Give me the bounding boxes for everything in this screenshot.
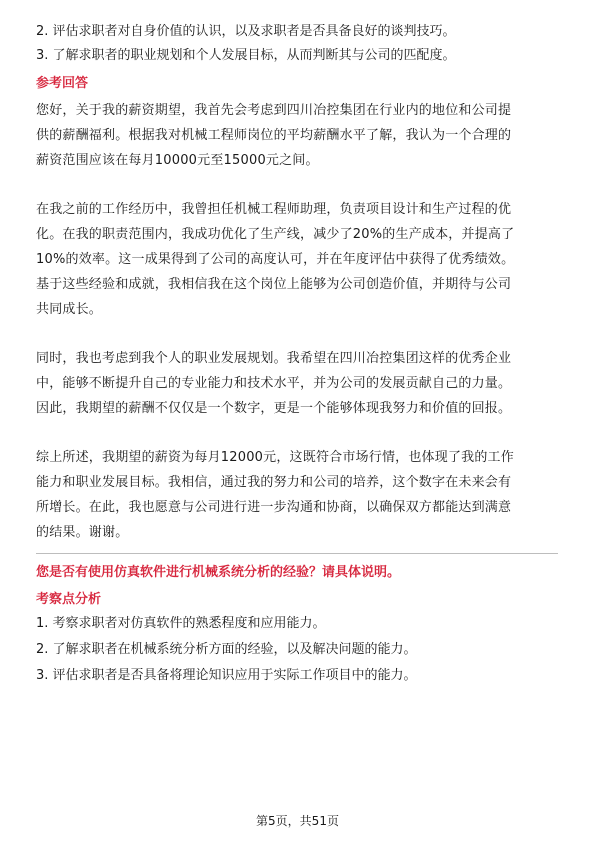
paragraph-line: 能力和职业发展目标。我相信，通过我的努力和公司的培养，这个数字在未来会有 (36, 475, 512, 490)
list-item: 3. 评估求职者是否具备将理论知识应用于实际工作项目中的能力。 (36, 668, 417, 683)
paragraph-line: 在我之前的工作经历中，我曾担任机械工程师助理，负责项目设计和生产过程的优 (36, 202, 512, 217)
paragraph-line: 同时，我也考虑到我个人的职业发展规划。我希望在四川冶控集团这样的优秀企业 (36, 351, 512, 366)
document-page (36, 22, 558, 692)
paragraph-line: 薪资范围应该在每月10000元至15000元之间。 (36, 153, 319, 168)
list-item: 3. 了解求职者的职业规划和个人发展目标，从而判断其与公司的匹配度。 (36, 48, 456, 63)
answer-paragraph-3 (36, 346, 558, 421)
paragraph-line: 10%的效率。这一成果得到了公司的高度认可，并在年度评估中获得了优秀绩效。 (36, 252, 515, 267)
page-number-footer: 第5页，共51页 (256, 814, 339, 828)
paragraph-line: 中，能够不断提升自己的专业能力和技术水平，并为公司的发展贡献自己的力量。 (36, 376, 512, 391)
paragraph-line: 所增长。在此，我也愿意与公司进行进一步沟通和协商，以确保双方都能达到满意 (36, 500, 512, 515)
paragraph-line: 综上所述，我期望的薪资为每月12000元，这既符合市场行情，也体现了我的工作 (36, 450, 514, 465)
paragraph-line: 共同成长。 (36, 302, 103, 317)
paragraph-line: 供的薪酬福利。根据我对机械工程师岗位的平均薪酬水平了解，我认为一个合理的 (36, 128, 512, 143)
list-item: 2. 了解求职者在机械系统分析方面的经验，以及解决问题的能力。 (36, 642, 417, 657)
paragraph-line: 化。在我的职责范围内，我成功优化了生产线，减少了20%的生产成本，并提高了 (36, 227, 515, 242)
list-item: 1. 考察求职者对仿真软件的熟悉程度和应用能力。 (36, 616, 326, 631)
answer-paragraph-2 (36, 197, 558, 322)
analysis-list (36, 614, 558, 686)
paragraph-line: 您好，关于我的薪资期望，我首先会考虑到四川冶控集团在行业内的地位和公司提 (36, 103, 512, 118)
answer-heading: 参考回答 (36, 76, 89, 91)
paragraph-line: 的结果。谢谢。 (36, 525, 129, 540)
paragraph-line: 因此，我期望的薪酬不仅仅是一个数字，更是一个能够体现我努力和价值的回报。 (36, 401, 512, 416)
analysis-heading: 考察点分析 (36, 592, 102, 607)
answer-paragraph-4 (36, 445, 558, 545)
top-list (36, 22, 558, 66)
interview-question: 您是否有使用仿真软件进行机械系统分析的经验？请具体说明。 (36, 565, 401, 580)
list-item: 2. 评估求职者对自身价值的认识，以及求职者是否具备良好的谈判技巧。 (36, 24, 456, 39)
section-divider (36, 553, 558, 554)
paragraph-line: 基于这些经验和成就，我相信我在这个岗位上能够为公司创造价值，并期待与公司 (36, 277, 512, 292)
answer-paragraph-1 (36, 98, 558, 173)
